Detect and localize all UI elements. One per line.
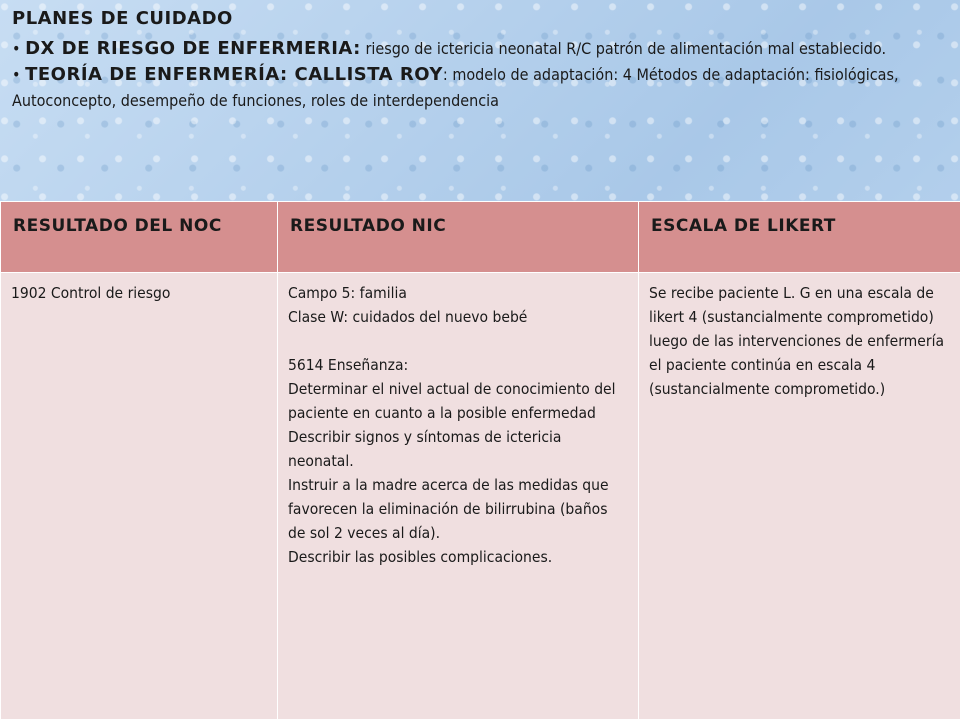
diagnosis-paragraph (12, 36, 942, 62)
diagnosis-text: riesgo de ictericia neonatal R/C patrón de alimentación mal establecido. (365, 39, 887, 58)
nic-cell (278, 273, 639, 720)
theory-paragraph (12, 62, 942, 114)
nic-line: Describir signos y síntomas de ictericia neonatal. (288, 428, 562, 470)
nic-spacer (288, 329, 628, 353)
header-noc: RESULTADO DEL NOC (1, 202, 278, 273)
likert-text: Se recibe paciente L. G en una escala de likert 4 (sustancialmente comprometido) luego de las intervenciones de enfermería el paciente continúa en escala 4 (sustancialmente comprometido.) (649, 284, 944, 398)
nic-line: Instruir a la madre acerca de las medidas que favorecen la eliminación de bilirrubina (baños de sol 2 veces al día). (288, 476, 609, 542)
nic-line: Campo 5: familia (288, 284, 407, 302)
bullet: • (12, 65, 21, 84)
noc-text: 1902 Control de riesgo (11, 284, 171, 302)
nic-line: Clase W: cuidados del nuevo bebé (288, 308, 528, 326)
care-plan-table-wrap (0, 201, 960, 720)
page-title: PLANES DE CUIDADO (12, 8, 233, 29)
nic-line: Describir las posibles complicaciones. (288, 548, 553, 566)
header-nic: RESULTADO NIC (278, 202, 639, 273)
theory-text: : modelo de adaptación: 4 Métodos de adaptación: fisiológicas, Autoconcepto, desempeño de funciones, roles de interdependencia (12, 65, 899, 110)
nic-line: Determinar el nivel actual de conocimiento del paciente en cuanto a la posible enfermedad (288, 380, 616, 422)
nic-line: 5614 Enseñanza: (288, 356, 409, 374)
likert-cell (639, 273, 960, 720)
table-header-row (1, 202, 960, 273)
noc-cell (1, 273, 278, 720)
diagnosis-label: DX DE RIESGO DE ENFERMERIA: (25, 38, 361, 59)
table-row (1, 273, 960, 720)
header (12, 6, 942, 114)
theory-label: TEORÍA DE ENFERMERÍA: CALLISTA ROY (25, 64, 443, 85)
care-plan-table (0, 201, 960, 720)
header-likert: ESCALA DE LIKERT (639, 202, 960, 273)
bullet: • (12, 39, 21, 58)
